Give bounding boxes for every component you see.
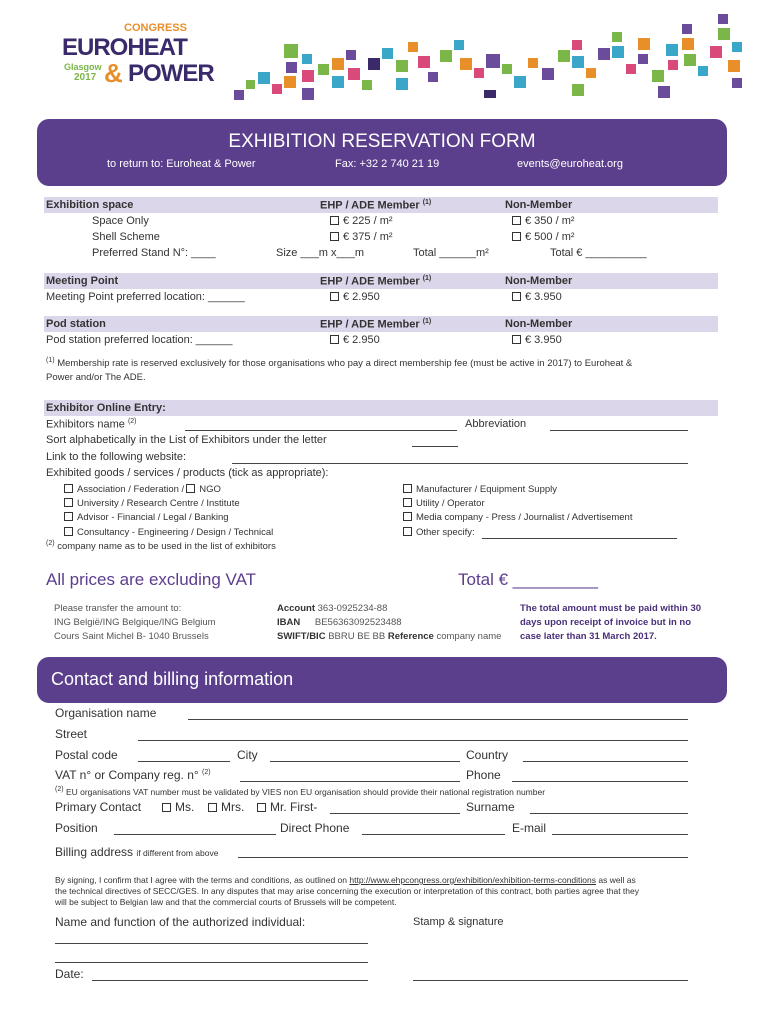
website-label: Link to the following website:	[46, 451, 187, 463]
country-input[interactable]	[523, 761, 688, 762]
checkbox[interactable]	[403, 512, 412, 521]
checkbox[interactable]	[403, 484, 412, 493]
exhibition-space-heading: Exhibition space	[46, 199, 134, 211]
checkbox[interactable]	[208, 803, 217, 812]
abbreviation-input[interactable]	[550, 430, 688, 431]
checkbox[interactable]	[330, 216, 339, 225]
logo-ampersand: &	[104, 58, 123, 88]
transfer-instruction: Please transfer the amount to:	[54, 603, 182, 614]
option-media[interactable]: Media company - Press / Journalist / Advertisement	[403, 512, 632, 523]
checkbox[interactable]	[257, 803, 266, 812]
salutation-mr[interactable]: Mr. First-	[257, 800, 317, 814]
exhibitor-entry-heading: Exhibitor Online Entry:	[46, 402, 166, 414]
logo-year: 2017	[74, 72, 97, 83]
authorized-individual-label: Name and function of the authorized individual:	[55, 915, 306, 929]
checkbox[interactable]	[64, 527, 73, 536]
checkbox[interactable]	[330, 335, 339, 344]
bank-address: Cours Saint Michel B- 1040 Brussels	[54, 631, 209, 642]
checkbox[interactable]	[64, 484, 73, 493]
member-shell-option[interactable]: € 375 / m²	[330, 231, 393, 243]
street-input[interactable]	[138, 740, 688, 741]
direct-phone-label: Direct Phone	[280, 821, 350, 835]
terms-link[interactable]: http://www.ehpcongress.org/exhibition/exhibition-terms-conditions	[349, 875, 596, 885]
meeting-point-heading: Meeting Point	[46, 275, 119, 287]
nonmember-space-only-option[interactable]: € 350 / m²	[512, 215, 575, 227]
payment-deadline: The total amount must be paid within 30	[520, 603, 702, 614]
checkbox[interactable]	[186, 484, 195, 493]
vat-note: All prices are excluding VAT	[46, 570, 257, 589]
checkbox[interactable]	[64, 498, 73, 507]
checkbox[interactable]	[512, 335, 521, 344]
position-input[interactable]	[114, 834, 276, 835]
member-heading: EHP / ADE Member $^{(1)}$	[320, 199, 432, 212]
sort-letter-label: Sort alphabetically in the List of Exhibitors under the letter	[46, 434, 327, 446]
membership-footnote-cont: Power and/or The ADE.	[46, 372, 146, 383]
abbreviation-label: Abbreviation	[465, 418, 527, 430]
vat-input[interactable]	[240, 781, 460, 782]
website-input[interactable]	[232, 463, 688, 464]
total-eur-field[interactable]: Total € __________	[550, 247, 647, 259]
position-label: Position	[55, 821, 98, 835]
checkbox[interactable]	[403, 527, 412, 536]
city-skyline-graphic	[228, 10, 748, 106]
logo-city: Glasgow	[64, 62, 102, 72]
company-name-footnote: $^{(2)}$ company name as to be used in the list of exhibitors	[46, 540, 276, 553]
primary-contact-label: Primary Contact	[55, 800, 142, 814]
checkbox[interactable]	[330, 232, 339, 241]
terms-text-line1: By signing, I confirm that I agree with the terms and conditions, as outlined on http://www.ehpcongress.org/exhibition/exhibition-terms-conditions as well as	[55, 875, 636, 885]
option-other[interactable]: Other specify:	[403, 527, 475, 538]
bank-name: ING België/ING Belgique/ING Belgium	[54, 617, 216, 628]
exhibitor-name-input[interactable]	[185, 430, 457, 431]
option-advisor[interactable]: Advisor - Financial / Legal / Banking	[64, 512, 229, 523]
logo-power: POWER	[128, 60, 214, 87]
city-input[interactable]	[270, 761, 460, 762]
events-email[interactable]: events@euroheat.org	[517, 158, 623, 170]
authorized-name-line1[interactable]	[55, 943, 368, 944]
option-association[interactable]: Association / Federation / NGO	[64, 484, 221, 495]
size-field[interactable]: Size ___m x___m	[276, 247, 365, 259]
contact-banner	[37, 657, 727, 703]
return-to-text: to return to: Euroheat & Power	[107, 158, 256, 170]
contact-title: Contact and billing information	[51, 669, 294, 689]
form-header-banner	[37, 119, 727, 186]
checkbox[interactable]	[64, 512, 73, 521]
meeting-nonmember-option[interactable]: € 3.950	[512, 291, 562, 303]
stamp-signature-line[interactable]	[413, 980, 688, 981]
logo-euroheat: EUROHEAT	[62, 34, 187, 61]
logo	[60, 22, 220, 102]
postal-code-label: Postal code	[55, 748, 118, 762]
country-label: Country	[466, 748, 509, 762]
pod-station-heading: Pod station	[46, 318, 106, 330]
email-input[interactable]	[552, 834, 688, 835]
checkbox[interactable]	[512, 292, 521, 301]
form-title: EXHIBITION RESERVATION FORM	[228, 131, 536, 152]
preferred-stand-field[interactable]: Preferred Stand N°: ____	[92, 247, 216, 259]
organisation-label: Organisation name	[55, 706, 157, 720]
date-label: Date:	[55, 967, 84, 981]
goods-label: Exhibited goods / services / products (tick as appropriate):	[46, 467, 329, 479]
pod-nonmember-heading: Non-Member	[505, 318, 573, 330]
phone-input[interactable]	[512, 781, 688, 782]
fax-number: Fax: +32 2 740 21 19	[335, 158, 440, 170]
vies-footnote: $^{(2)}$ EU organisations VAT number must be validated by VIES non EU organisation should provide their national registration number	[55, 786, 546, 797]
stamp-signature-label: Stamp & signature	[413, 916, 504, 928]
city-label: City	[237, 748, 258, 762]
option-consultancy[interactable]: Consultancy - Engineering / Design / Technical	[64, 527, 273, 538]
payment-deadline-3: case later than 31 March 2017.	[520, 631, 657, 642]
option-manufacturer[interactable]: Manufacturer / Equipment Supply	[403, 484, 557, 495]
first-name-input[interactable]	[330, 813, 460, 814]
date-input[interactable]	[92, 980, 368, 981]
email-label: E-mail	[512, 821, 547, 835]
meeting-member-heading: EHP / ADE Member $^{(1)}$	[320, 275, 432, 288]
member-space-only-option[interactable]: € 225 / m²	[330, 215, 393, 227]
checkbox[interactable]	[330, 292, 339, 301]
shell-scheme-label: Shell Scheme	[92, 231, 160, 243]
pod-member-option[interactable]: € 2.950	[330, 334, 380, 346]
postal-code-input[interactable]	[138, 761, 230, 762]
account-number: Account 363-0925234-88	[277, 603, 388, 614]
space-only-label: Space Only	[92, 215, 149, 227]
organisation-input[interactable]	[188, 719, 688, 720]
vat-label: VAT n° or Company reg. n° $^{(2)}$	[55, 768, 211, 782]
sort-letter-input[interactable]	[412, 446, 458, 447]
salutation-mrs[interactable]: Mrs.	[208, 800, 244, 814]
swift-reference: SWIFT/BIC BBRU BE BB Reference company name	[277, 631, 502, 642]
salutation-ms[interactable]: Ms.	[162, 800, 194, 814]
surname-input[interactable]	[530, 813, 688, 814]
checkbox[interactable]	[403, 498, 412, 507]
direct-phone-input[interactable]	[362, 834, 505, 835]
checkbox[interactable]	[512, 216, 521, 225]
other-specify-input[interactable]	[482, 538, 677, 539]
exhibitor-name-label: Exhibitors name $^{(2)}$	[46, 418, 137, 431]
terms-text-line3: will be subject to Belgian law and that the commercial courts of Brussels will be competent.	[55, 897, 397, 907]
membership-footnote: $^{(1)}$ Membership rate is reserved exclusively for those organisations who pay a direct membership fee (must be active in 2017) to Euroheat &	[46, 357, 633, 370]
billing-address-label: Billing address if different from above	[55, 845, 219, 859]
pod-location-field[interactable]: Pod station preferred location: ______	[46, 334, 233, 346]
checkbox[interactable]	[162, 803, 171, 812]
billing-address-input[interactable]	[238, 857, 688, 858]
logo-congress: CONGRESS	[124, 22, 187, 34]
surname-label: Surname	[466, 800, 515, 814]
terms-text-line2: the technical directives of SECC/GES. In any disputes that may arise concerning the execution or interpretation of this contract, both parties agree that they	[55, 886, 639, 896]
checkbox[interactable]	[512, 232, 521, 241]
payment-deadline-2: days upon receipt of invoice but in no	[520, 617, 692, 628]
total-m2-field[interactable]: Total ______m²	[413, 247, 489, 259]
street-label: Street	[55, 727, 88, 741]
iban-number: IBAN BE56363092523488	[277, 617, 402, 628]
grand-total-field[interactable]: Total € _________	[458, 570, 598, 589]
option-utility[interactable]: Utility / Operator	[403, 498, 485, 509]
pod-member-heading: EHP / ADE Member $^{(1)}$	[320, 318, 432, 331]
pod-nonmember-option[interactable]: € 3.950	[512, 334, 562, 346]
option-university[interactable]: University / Research Centre / Institute	[64, 498, 240, 509]
meeting-location-field[interactable]: Meeting Point preferred location: ______	[46, 291, 245, 303]
meeting-nonmember-heading: Non-Member	[505, 275, 573, 287]
meeting-member-option[interactable]: € 2.950	[330, 291, 380, 303]
nonmember-shell-option[interactable]: € 500 / m²	[512, 231, 575, 243]
phone-label: Phone	[466, 768, 501, 782]
nonmember-heading: Non-Member	[505, 199, 573, 211]
authorized-name-line2[interactable]	[55, 962, 368, 963]
